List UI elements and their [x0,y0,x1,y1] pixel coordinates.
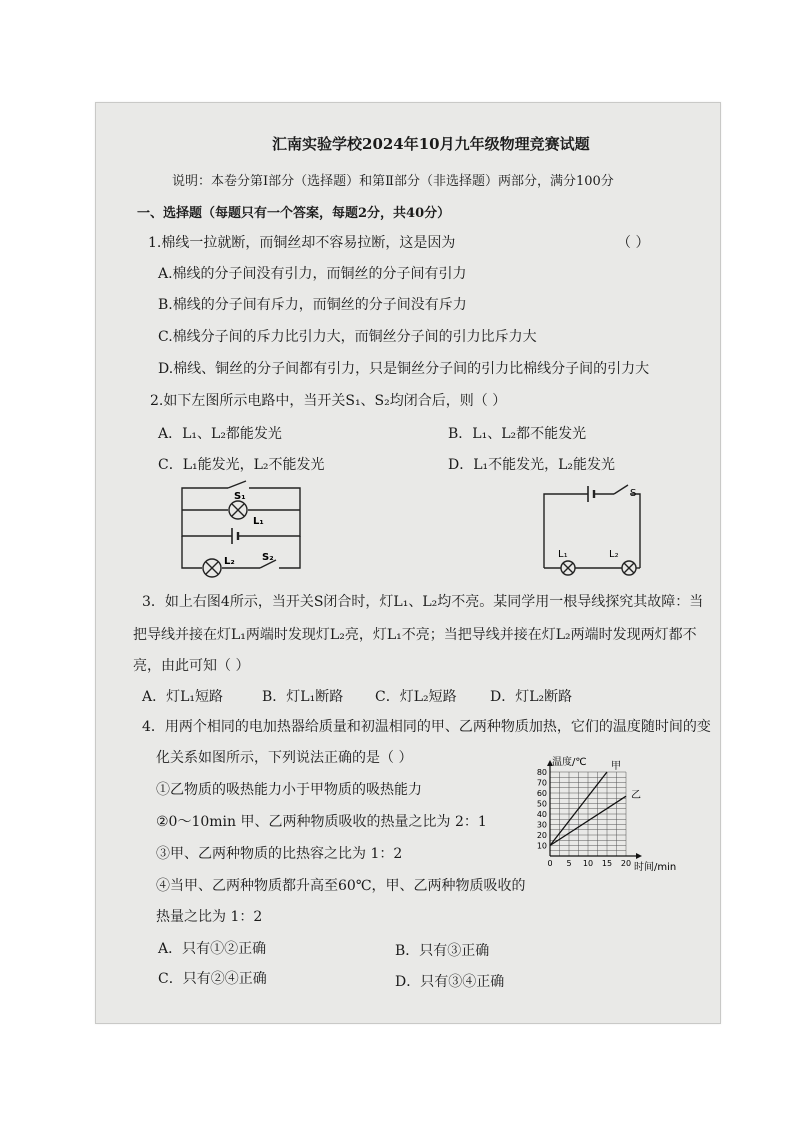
q4-statement-2: ②0～10min 甲、乙两种物质吸收的热量之比为 2：1 [156,814,487,830]
q4-option-c: C．只有②④正确 [158,971,267,987]
q3-label-l1: L₁ [558,549,568,560]
chart-y-tick-label: 80 [536,768,547,777]
q1-option-d: D.棉线、铜丝的分子间都有引力，只是铜丝分子间的引力比棉线分子间的引力大 [158,361,650,377]
q4-statement-1: ①乙物质的吸热能力小于甲物质的吸热能力 [156,782,422,798]
exam-title: 汇南实验学校2024年10月九年级物理竞赛试题 [272,135,590,153]
chart-y-axis-label: 温度/℃ [552,757,587,768]
chart-series-label: 甲 [611,761,621,772]
q2-option-d: D．L₁不能发光，L₂能发光 [448,457,616,473]
chart-y-tick-label: 30 [536,820,547,830]
chart-y-tick-label: 60 [536,789,547,798]
q1-option-c: C.棉线分子间的斥力比引力大，而铜丝分子间的引力比斥力大 [158,329,537,345]
q3-label-s: S [630,488,637,499]
q3-circuit-diagram [538,482,648,582]
chart-y-tick-label: 70 [536,778,547,788]
q2-option-c: C．L₁能发光，L₂不能发光 [158,457,325,473]
chart-y-tick-label: 10 [536,841,547,851]
q4-statement-4: ④当甲、乙两种物质都升高至60℃，甲、乙两种物质吸收的 [156,878,526,894]
chart-x-tick-label: 10 [582,859,594,868]
q3-stem-line2: 把导线并接在灯L₁两端时发现灯L₂亮，灯L₁不亮；当把导线并接在灯L₂两端时发现两灯都不 [133,627,697,643]
exam-note: 说明：本卷分第Ⅰ部分（选择题）和第Ⅱ部分（非选择题）两部分，满分100分 [172,174,614,189]
chart-y-tick-label: 50 [536,799,547,809]
q4-stem-line2: 化关系如图所示，下列说法正确的是（ ） [156,750,413,766]
q1-option-b: B.棉线的分子间有斥力，而铜丝的分子间没有斥力 [158,297,467,313]
section-heading: 一、选择题（每题只有一个答案，每题2分，共40分） [137,206,451,221]
chart-x-tick-label: 15 [601,859,613,868]
q1-option-a: A.棉线的分子间没有引力，而铜丝的分子间有引力 [158,266,467,282]
chart-x-axis-arrow [636,853,642,859]
q3-option-b: B．灯L₁断路 [262,689,344,705]
q4-stem-line1: 4．用两个相同的电加热器给质量和初温相同的甲、乙两种物质加热，它们的温度随时间的变 [142,719,711,735]
q1-answer-bracket: （ ） [617,235,650,251]
q3-label-l2: L₂ [609,549,619,560]
q2-option-b: B．L₁、L₂都不能发光 [448,426,587,442]
q4-statement-4-cont: 热量之比为 1：2 [156,909,263,925]
q1-stem: 1.棉线一拉就断，而铜丝却不容易拉断，这是因为 [148,235,456,251]
q2-label-l1: L₁ [253,516,264,527]
q3-stem-line1: 3．如上右图4所示，当开关S闭合时，灯L₁、L₂均不亮。某同学用一根导线探究其故障：当 [142,594,704,610]
q2-circuit-diagram [176,480,306,584]
chart-y-tick-label: 20 [536,831,547,840]
q3-option-c: C．灯L₂短路 [375,689,457,705]
chart-x-tick-label: 20 [620,859,632,868]
q2-label-s2: S₂ [262,552,274,563]
q3-option-a: A．灯L₁短路 [142,689,224,705]
q2-label-l2: L₂ [224,556,235,567]
q2-option-a: A．L₁、L₂都能发光 [158,426,282,442]
q2-label-s1: S₁ [234,491,246,502]
q4-option-a: A．只有①②正确 [158,941,267,957]
chart-x-tick-label: 5 [566,859,572,868]
chart-x-axis-label: 时间/min [634,862,677,873]
q3-option-d: D．灯L₂断路 [490,689,573,705]
q3-stem-line3: 亮，由此可知（ ） [133,658,250,674]
chart-x-tick-label: 0 [547,859,553,868]
q4-option-d: D．只有③④正确 [395,974,505,990]
chart-series-label: 乙 [631,790,641,802]
q4-statement-3: ③甲、乙两种物质的比热容之比为 1：2 [156,846,403,862]
q4-temperature-chart [522,752,698,876]
q2-stem: 2.如下左图所示电路中，当开关S₁、S₂均闭合后，则（ ） [150,393,507,409]
chart-y-tick-label: 40 [536,810,547,819]
q4-option-b: B．只有③正确 [395,943,490,959]
